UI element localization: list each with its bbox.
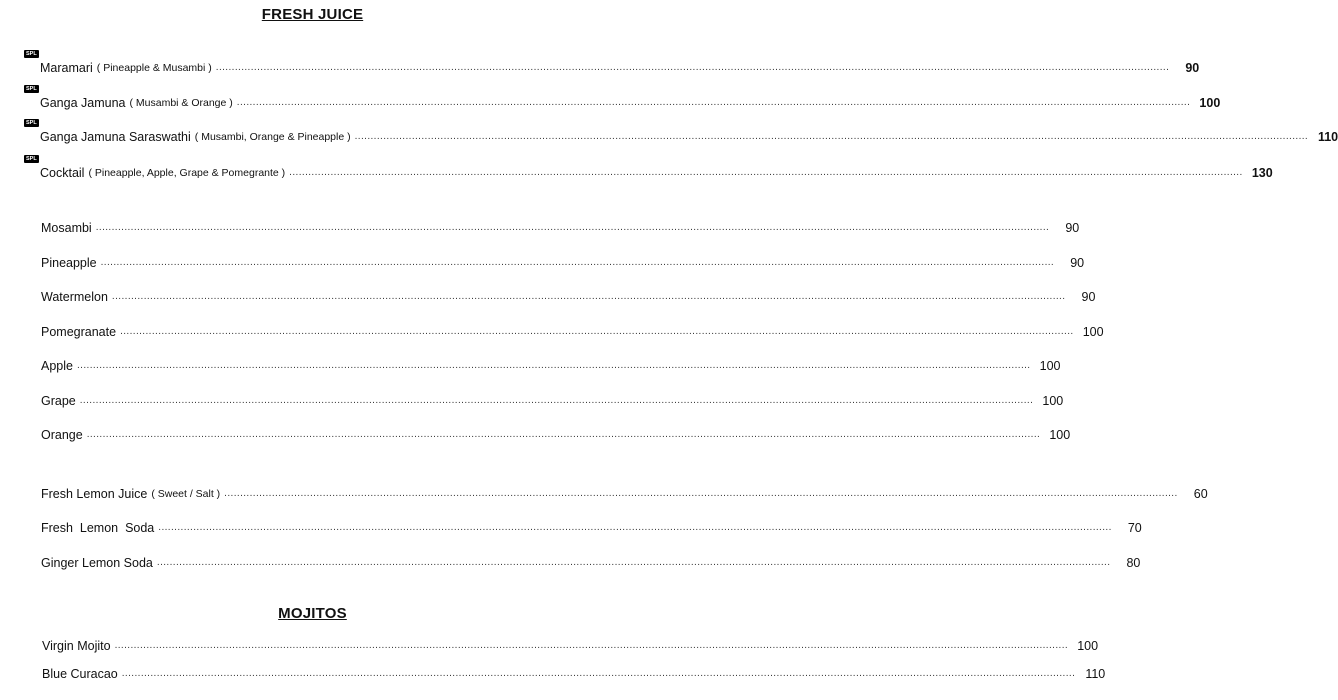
- item-price: 100: [1039, 359, 1061, 373]
- item-price: 70: [1127, 521, 1142, 535]
- item-name: Apple: [41, 359, 73, 373]
- dot-leader: ............................................................................................................................................................................................................................................................................................................: [120, 326, 1074, 337]
- menu-item-apple: [41, 358, 1061, 374]
- item-name: Cocktail: [40, 166, 85, 180]
- item-price: 90: [1070, 256, 1085, 270]
- dot-leader: ............................................................................................................................................................................................................................................................................................................: [156, 557, 1111, 568]
- dot-leader: ............................................................................................................................................................................................................................................................................................................: [100, 257, 1055, 268]
- item-price: 100: [1199, 96, 1221, 110]
- menu-item-pomegranate: [41, 324, 1104, 340]
- menu-item-maramari: [26, 51, 1200, 76]
- item-price: 80: [1126, 556, 1141, 570]
- menu-item-fresh-lemon-juice: [41, 486, 1208, 502]
- dot-leader: ............................................................................................................................................................................................................................................................................................................: [86, 429, 1041, 440]
- fresh-juice-title: FRESH JUICE: [261, 6, 364, 23]
- dot-leader: ............................................................................................................................................................................................................................................................................................................: [215, 62, 1170, 73]
- menu-item-grape: [41, 393, 1064, 409]
- item-price: 60: [1193, 487, 1208, 501]
- special-badge: SPL: [26, 120, 37, 126]
- item-name: Fresh Lemon Juice: [41, 487, 148, 501]
- dot-leader: ............................................................................................................................................................................................................................................................................................................: [289, 167, 1243, 178]
- item-price: 100: [1049, 428, 1071, 442]
- item-price: 110: [1317, 130, 1338, 144]
- dot-leader: ............................................................................................................................................................................................................................................................................................................: [224, 488, 1178, 499]
- menu-item-orange: [41, 427, 1071, 443]
- item-name: Mosambi: [41, 221, 92, 235]
- menu-item-mosambi: [41, 220, 1080, 236]
- special-badge: SPL: [26, 51, 37, 57]
- item-price: 90: [1081, 290, 1096, 304]
- item-price: 90: [1185, 61, 1200, 75]
- item-price: 130: [1251, 166, 1273, 180]
- menu-item-ginger-lemon-soda: [41, 555, 1141, 571]
- item-name: Ganga Jamuna Saraswathi: [40, 130, 191, 144]
- item-name: Blue Curacao: [42, 667, 118, 681]
- item-description: ( Musambi & Orange ): [129, 97, 233, 109]
- item-description: ( Musambi, Orange & Pineapple ): [194, 131, 351, 143]
- item-name: Watermelon: [41, 290, 108, 304]
- menu-item-blue-curacao: [42, 666, 1106, 682]
- mojitos-title: MOJITOS: [278, 605, 347, 622]
- menu-item-watermelon: [41, 289, 1096, 305]
- item-description: ( Sweet / Salt ): [151, 488, 221, 500]
- menu-item-ganga-jamuna-saraswathi: [26, 120, 1338, 145]
- menu-item-fresh-lemon-soda: [41, 520, 1142, 536]
- dot-leader: ............................................................................................................................................................................................................................................................................................................: [114, 640, 1069, 651]
- item-name: Pineapple: [41, 256, 97, 270]
- dot-leader: ............................................................................................................................................................................................................................................................................................................: [76, 360, 1031, 371]
- dot-leader: ............................................................................................................................................................................................................................................................................................................: [111, 291, 1066, 302]
- dot-leader: ............................................................................................................................................................................................................................................................................................................: [121, 668, 1076, 679]
- dot-leader: ............................................................................................................................................................................................................................................................................................................: [158, 522, 1112, 533]
- item-price: 100: [1077, 639, 1099, 653]
- menu-item-virgin-mojito: [42, 638, 1099, 654]
- dot-leader: ............................................................................................................................................................................................................................................................................................................: [236, 97, 1191, 108]
- item-description: ( Pineapple & Musambi ): [96, 62, 212, 74]
- item-price: 100: [1042, 394, 1064, 408]
- menu-item-cocktail: [26, 156, 1273, 181]
- dot-leader: ............................................................................................................................................................................................................................................................................................................: [95, 222, 1050, 233]
- dot-leader: ............................................................................................................................................................................................................................................................................................................: [354, 131, 1309, 142]
- item-name: Grape: [41, 394, 76, 408]
- item-name: Fresh Lemon Soda: [41, 521, 155, 535]
- item-name: Ginger Lemon Soda: [41, 556, 153, 570]
- menu-item-ganga-jamuna: [26, 86, 1221, 111]
- menu-item-pineapple: [41, 255, 1085, 271]
- item-description: ( Pineapple, Apple, Grape & Pomegrante ): [88, 167, 286, 179]
- special-badge: SPL: [26, 156, 37, 162]
- dot-leader: ............................................................................................................................................................................................................................................................................................................: [79, 395, 1034, 406]
- special-badge: SPL: [26, 86, 37, 92]
- item-price: 110: [1085, 667, 1106, 681]
- item-price: 90: [1065, 221, 1080, 235]
- item-name: Pomegranate: [41, 325, 117, 339]
- item-name: Orange: [41, 428, 83, 442]
- item-price: 100: [1082, 325, 1104, 339]
- item-name: Virgin Mojito: [42, 639, 111, 653]
- item-name: Ganga Jamuna: [40, 96, 126, 110]
- item-name: Maramari: [40, 61, 93, 75]
